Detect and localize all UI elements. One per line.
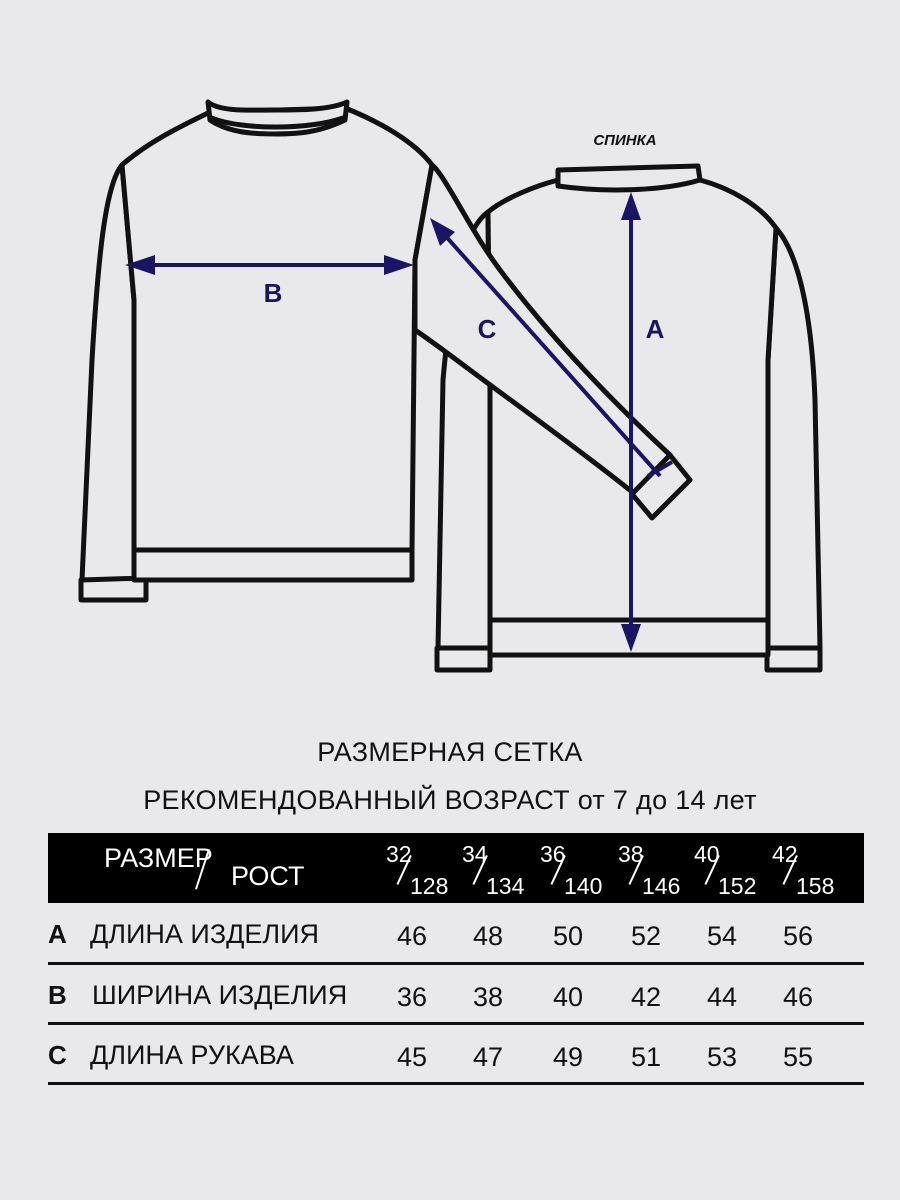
row-label: ДЛИНА РУКАВА: [90, 1040, 294, 1070]
header-column-4: [618, 837, 682, 899]
back-right-cuff: [767, 648, 820, 670]
recommended-age-subtitle: РЕКОМЕНДОВАННЫЙ ВОЗРАСТ от 7 до 14 лет: [143, 785, 757, 815]
header-column-6: [772, 837, 836, 899]
row-letter: A: [48, 919, 67, 949]
size-chart-title: РАЗМЕРНАЯ СЕТКА: [317, 737, 583, 767]
table-cell: 50: [552, 921, 584, 951]
size-table-header: [48, 833, 864, 903]
header-column-2: [462, 837, 526, 899]
table-cell: 36: [396, 982, 428, 1012]
table-cell: 47: [472, 1042, 504, 1072]
row-letter: B: [48, 980, 67, 1010]
table-row: [48, 905, 864, 965]
column-size: 34: [462, 841, 488, 867]
table-cell: 51: [630, 1042, 662, 1072]
row-divider: [48, 962, 864, 965]
table-cell: 42: [630, 982, 662, 1012]
front-body: [122, 108, 432, 550]
header-column-3: [540, 837, 604, 899]
front-hem: [134, 550, 412, 580]
column-height: 146: [642, 873, 681, 899]
table-cell: 54: [706, 921, 738, 951]
row-label: ШИРИНА ИЗДЕЛИЯ: [92, 980, 348, 1010]
back-label: СПИНКА: [593, 132, 657, 149]
table-cell: 44: [706, 982, 738, 1012]
table-cell: 56: [782, 921, 814, 951]
table-cell: 53: [706, 1042, 738, 1072]
header-column-1: [386, 837, 450, 899]
column-height: 134: [486, 873, 525, 899]
column-size: 42: [772, 841, 798, 867]
table-cell: 55: [782, 1042, 814, 1072]
dimension-a-label: A: [645, 314, 665, 344]
table-cell: 38: [472, 982, 504, 1012]
back-collar: [558, 166, 700, 190]
column-height: 140: [564, 873, 603, 899]
table-cell: 48: [472, 921, 504, 951]
row-label: ДЛИНА ИЗДЕЛИЯ: [90, 919, 320, 949]
dimension-b-label: B: [263, 278, 283, 308]
table-row: [48, 966, 864, 1026]
back-right-sleeve: [768, 228, 820, 648]
table-cell: 46: [396, 921, 428, 951]
table-cell: 40: [552, 982, 584, 1012]
column-size: 36: [540, 841, 566, 867]
column-size: 32: [386, 841, 412, 867]
table-row: [48, 1026, 864, 1086]
table-cell: 45: [396, 1042, 428, 1072]
row-divider: [48, 1082, 864, 1085]
row-letter: C: [48, 1040, 67, 1070]
table-cell: 52: [630, 921, 662, 951]
column-size: 40: [694, 841, 720, 867]
header-size-label: РАЗМЕР: [104, 843, 213, 873]
column-height: 152: [718, 873, 757, 899]
row-divider: [48, 1022, 864, 1025]
column-height: 128: [410, 873, 449, 899]
header-column-5: [694, 837, 758, 899]
dimension-c-label: C: [477, 314, 497, 344]
column-height: 158: [796, 873, 835, 899]
header-height-label: РОСТ: [231, 861, 305, 891]
back-left-cuff: [437, 648, 490, 670]
column-size: 38: [618, 841, 644, 867]
table-cell: 49: [552, 1042, 584, 1072]
table-cell: 46: [782, 982, 814, 1012]
